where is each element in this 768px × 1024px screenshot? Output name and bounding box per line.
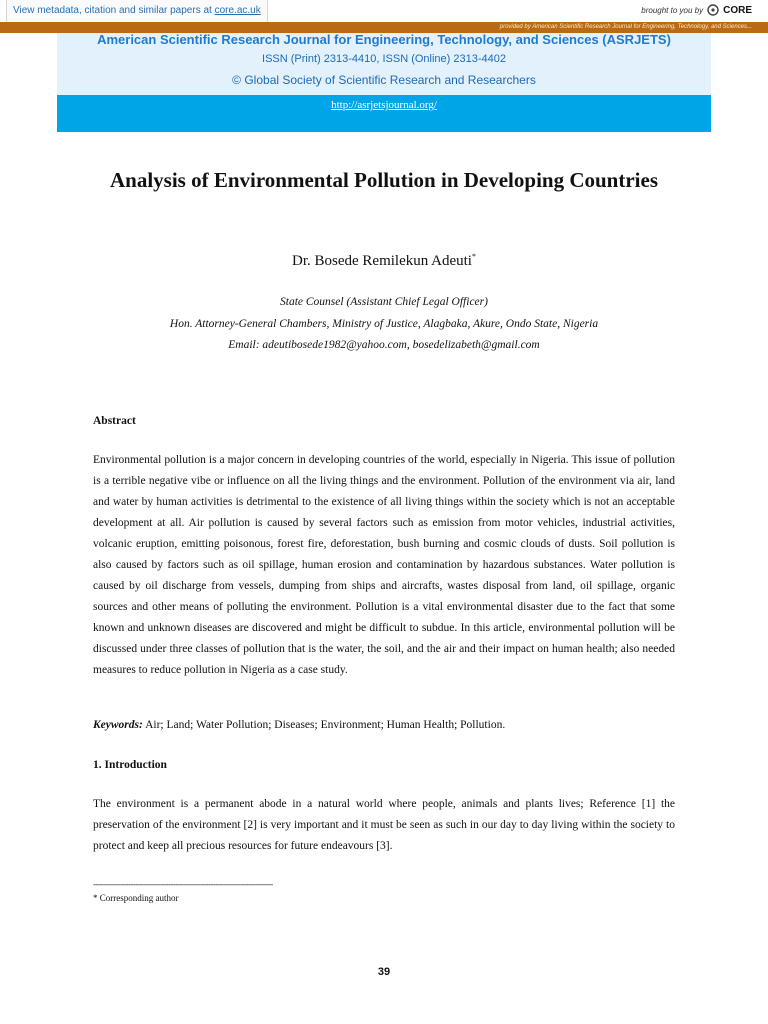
footnote-text: * Corresponding author	[93, 893, 179, 903]
page-number: 39	[377, 966, 391, 978]
provided-by-text: provided by American Scientific Research Journal for Engineering, Technology, and Sciences...	[499, 24, 752, 30]
core-link[interactable]: core.ac.uk	[214, 5, 261, 16]
author-email: Email: adeutibosede1982@yahoo.com, bosedelizabeth@gmail.com	[228, 339, 540, 351]
abstract-heading: Abstract	[93, 415, 136, 427]
author-footnote-mark: *	[471, 252, 476, 261]
journal-issn: ISSN (Print) 2313-4410, ISSN (Online) 2313-4402	[262, 53, 506, 65]
journal-title: American Scientific Research Journal for Engineering, Technology, and Sciences (ASRJETS)	[97, 32, 671, 47]
paper-title: Analysis of Environmental Pollution in Developing Countries	[109, 168, 658, 192]
brought-to-you-text: brought to you by	[641, 5, 704, 15]
introduction-heading: 1. Introduction	[93, 759, 167, 771]
journal-header	[57, 33, 711, 95]
footnote-rule: ------------------------------------------------------------------------	[93, 879, 273, 889]
core-metadata-link-box[interactable]	[6, 0, 268, 23]
journal-link-band	[57, 95, 711, 132]
journal-society: © Global Society of Scientific Research and Researchers	[232, 73, 536, 87]
introduction-text: The environment is a permanent abode in a natural world where people, animals and plants lives; Reference [1] the preservation of the environment [2] is very important and it must be seen as such in our day to day living within the society to protect and keep all precious resources for future endeavours [3].	[93, 798, 675, 852]
core-link-prefix: View metadata, citation and similar papers at	[13, 5, 215, 16]
core-brand: CORE	[723, 4, 752, 16]
author-line	[93, 252, 675, 270]
keywords-text: Air; Land; Water Pollution; Diseases; Environment; Human Health; Pollution.	[142, 719, 506, 731]
affiliation-org: Hon. Attorney-General Chambers, Ministry of Justice, Alagbaka, Akure, Ondo State, Nigeria	[169, 318, 599, 330]
core-brought-by[interactable]	[641, 4, 752, 16]
journal-url-link[interactable]: http://asrjetsjournal.org/	[331, 99, 437, 111]
keywords-label: Keywords:	[93, 719, 143, 731]
affiliation-role: State Counsel (Assistant Chief Legal Officer)	[280, 296, 488, 308]
author-name: Dr. Bosede Remilekun Adeuti	[292, 253, 472, 269]
core-banner	[0, 0, 768, 23]
abstract-text: Environmental pollution is a major concern in developing countries of the world, especially in Nigeria. This issue of pollution is a terrible negative vibe or influence on all the living things and the environment. Pollution of the environment via air, land and water by human activities is detrimental to the existence of all living things within the society which is not an acceptable development at all. Air pollution is caused by several factors such as emission from motor vehicles, industrial activities, volcanic eruption, emitting poisonous, forest fire, deforestation, bush burning and cosmic clouds of dusts. Soil pollution is also caused by factors such as oil spillage, human erosion and contamination by hazardous substances. Water pollution is caused by oil discharge from vessels, dumping from ships and aircrafts, wastes disposal from land, oil spillage, organic sources and other means of polluting the environment. Pollution is a vital environmental disaster due to the fact that some known and unknown diseases are discovered and might be difficult to subdue. In this article, environmental pollution will be discussed under three classes of pollution that is the water, the soil, and the air and their impact on human health; also needed measures to reduce pollution in Nigeria as a case study.	[93, 454, 675, 676]
keywords-line	[93, 719, 675, 731]
core-logo-icon	[707, 4, 719, 16]
